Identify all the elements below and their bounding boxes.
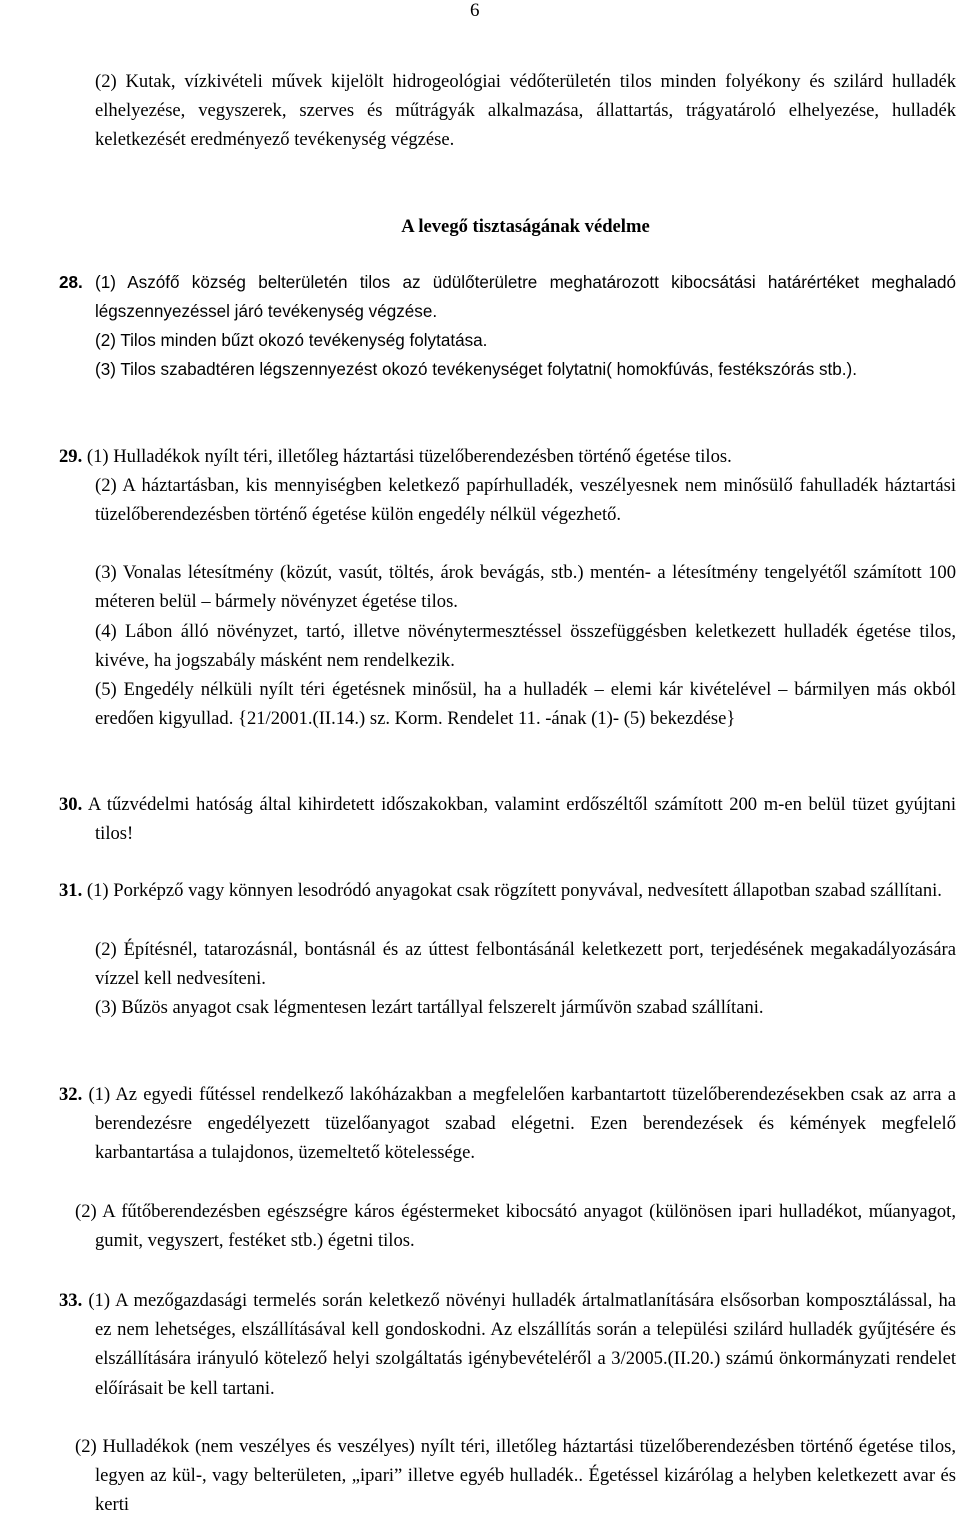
paragraph-28-2: (2) Tilos minden bűzt okozó tevékenység folytatása. <box>95 331 488 350</box>
paragraph-33-2: (2) Hulladékok (nem veszélyes és veszélyes) nyílt téri, illetőleg háztartási tüzelőberendezésben történő égetése tilos, legyen az kül-, vagy belterületen, „ipari” illetve egyéb hulladék.. Égetéssel kizárólag a helyben keletkezett avar és kerti <box>75 1436 956 1516</box>
paragraph-31-3: (3) Bűzös anyagot csak légmentesen lezárt tartállyal felszerelt járművön szabad szállítani. <box>95 997 764 1018</box>
section-number-31: 31. <box>59 880 83 901</box>
paragraph-32-1-text: (1) Az egyedi fűtéssel rendelkező lakóházakban a megfelelően karbantartott tüzelőberendezésekben csak az arra a berendezésre engedélyezett tüzelőanyagot szabad elégetni. Ezen berendezések és kémények megfelelő karbantartása a tulajdonos, üzemeltető kötelessége. <box>82 1084 956 1164</box>
section-heading-air-quality: A levegő tisztaságának védelme <box>401 216 650 237</box>
paragraph-33-1 <box>59 1286 956 1403</box>
section-number-30: 30. <box>59 794 83 815</box>
paragraph-30-1-text: A tűzvédelmi hatóság által kihirdetett időszakokban, valamint erdőszéltől számított 200 m-en belül tüzet gyújtani tilos! <box>82 794 956 845</box>
paragraph-29-4: (4) Lábon álló növényzet, tartó, illetve növénytermesztéssel összefüggésben keletkezett hulladék égetése tilos, kivéve, ha jogszabály másként nem rendelkezik. <box>95 621 956 672</box>
paragraph-29-2: (2) A háztartásban, kis mennyiségben keletkező papírhulladék, veszélyesnek nem minősülő fahulladék háztartási tüzelőberendezésben történő égetése külön engedély nélkül végezhető. <box>95 475 956 526</box>
section-number-28: 28. <box>59 273 83 292</box>
paragraph-28-1-text: (1) Aszófő község belterületén tilos az üdülőterületre meghatározott kibocsátási határértéket meghaladó légszennyezéssel járó tevékenység végzése. <box>82 273 956 322</box>
section-number-32: 32. <box>59 1084 83 1105</box>
section-number-29: 29. <box>59 446 83 467</box>
paragraph-32-1 <box>59 1080 956 1168</box>
section-number-33: 33. <box>59 1290 83 1311</box>
page-number: 6 <box>470 0 480 21</box>
paragraph-32-2: (2) A fűtőberendezésben egészségre káros égéstermeket kibocsátó anyagot (különösen ipari hulladékot, műanyagot, gumit, vegyszert, festéket stb.) égetni tilos. <box>75 1201 956 1252</box>
paragraph-31-1 <box>59 876 956 905</box>
paragraph-33-1-text: (1) A mezőgazdasági termelés során keletkező növényi hulladék ártalmatlanítására elsősorban komposztálással, ha ez nem lehetséges, elszállításával kell gondoskodni. Az elszállítás során a települési szilárd hulladék gyűjtésére és elszállítására irányuló kötelező helyi szolgáltatás igénybevételéről a 3/2005.(II.20.) számú önkormányzati rendelet előírásait be kell tartani. <box>82 1290 956 1399</box>
paragraph-30-1 <box>59 790 956 848</box>
paragraph-29-1-text: (1) Hulladékok nyílt téri, illetőleg háztartási tüzelőberendezésben történő égetése tilos. <box>82 446 732 467</box>
paragraph-28-3: (3) Tilos szabadtéren légszennyezést okozó tevékenységet folytatni( homokfúvás, festékszórás stb.). <box>95 360 857 379</box>
paragraph-29-1 <box>59 442 956 471</box>
paragraph-29-3: (3) Vonalas létesítmény (közút, vasút, töltés, árok bevágás, stb.) mentén- a létesítmény tengelyétől számított 100 méteren belül – bármely növényzet égetése tilos. <box>95 562 956 613</box>
paragraph-29-5: (5) Engedély nélküli nyílt téri égetésnek minősül, ha a hulladék – elemi kár kivételével – bármilyen más okból eredően kigyullad. {21/2001.(II.14.) sz. Korm. Rendelet 11. -ának (1)- (5) bekezdése} <box>95 679 956 730</box>
paragraph-31-1-text: (1) Porképző vagy könnyen lesodródó anyagokat csak rögzített ponyvával, nedvesített állapotban szabad szállítani. <box>82 880 942 901</box>
paragraph-27-2: (2) Kutak, vízkivételi művek kijelölt hidrogeológiai védőterületén tilos minden folyékony és szilárd hulladék elhelyezése, vegyszerek, szerves és műtrágyák alkalmazása, állattartás, trágyatároló elhelyezése, hulladék keletkezését eredményező tevékenység végzése. <box>95 71 956 151</box>
paragraph-28-1 <box>59 268 956 326</box>
paragraph-31-2: (2) Építésnél, tatarozásnál, bontásnál és az úttest felbontásánál keletkezett port, terjedésének megakadályozására vízzel kell nedvesíteni. <box>95 939 956 990</box>
